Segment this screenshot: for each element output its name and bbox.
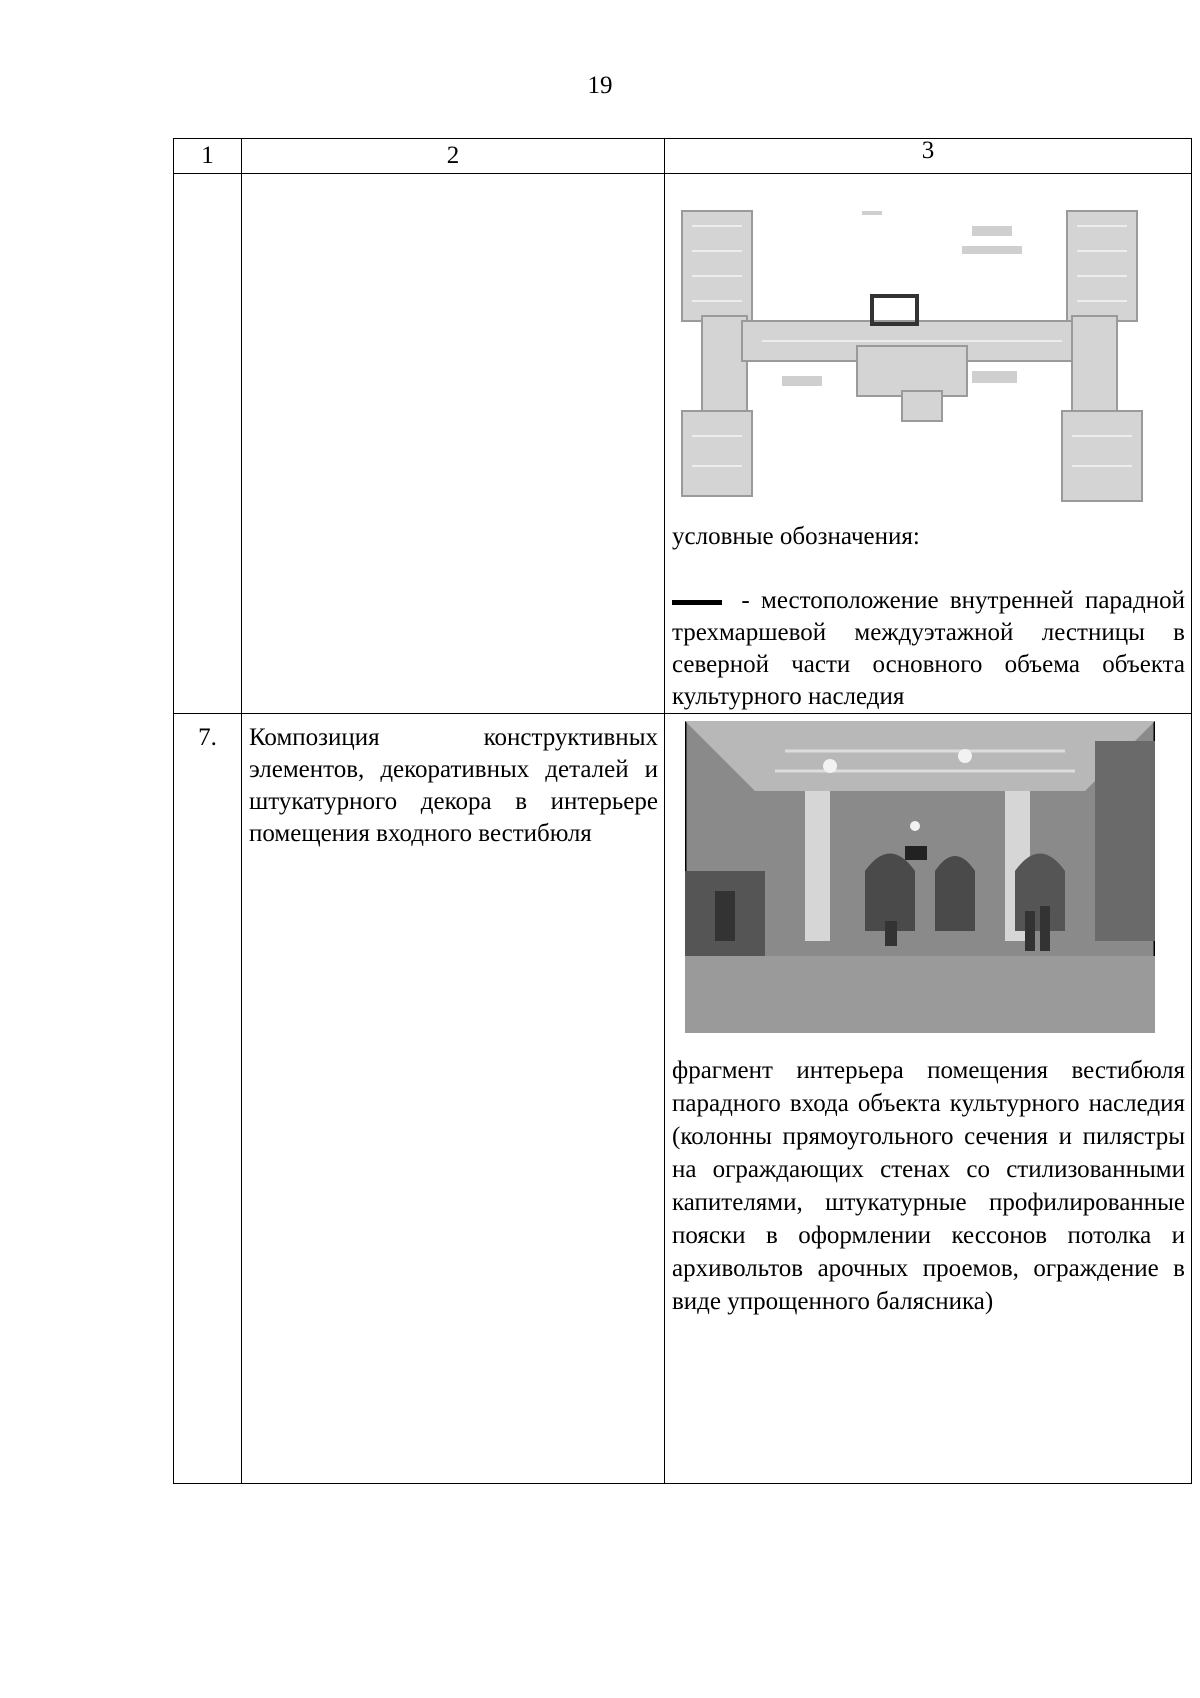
row-6-image-cell: [665, 174, 1192, 714]
header-col-2: 2: [242, 139, 665, 174]
legend-dash: -: [741, 587, 750, 614]
table-row: [174, 714, 1192, 1484]
row-7-description: Композиция конструктивных элементов, декоративных деталей и штукатурного декора в интерьере помещения входного вестибюля: [249, 724, 658, 847]
row-7-number: 7.: [198, 724, 217, 751]
legend-marker-line: [672, 600, 722, 605]
row-7-image-cell: [665, 714, 1192, 1484]
vestibule-photo: [685, 721, 1155, 1033]
legend-title: условные обозначения:: [672, 523, 920, 550]
table-header-row: [174, 139, 1192, 174]
page-number: 19: [587, 72, 613, 99]
legend-body: [665, 553, 1191, 713]
legend-text: местоположение внутренней парадной трехмаршевой междуэтажной лестницы в северной части основного объема объекта культурного наследия: [672, 587, 1186, 710]
row-7-number-cell: [174, 714, 242, 1484]
heritage-table: [173, 138, 1192, 1484]
photo-caption: фрагмент интерьера помещения вестибюля парадного входа объекта культурного наследия (колонны прямоугольного сечения и пилястры на ограждающих стенах со стилизованными капителями, штукатурные профилированные пояски в оформлении кессонов потолка и архивольтов арочных проемов, ограждение в виде упрощенного балясника): [672, 1057, 1185, 1315]
row-6-description-cell: [242, 174, 665, 714]
floor-plan-image: [672, 206, 1152, 506]
row-6-number-cell: [174, 174, 242, 714]
header-col-3: 3: [665, 139, 1192, 174]
header-col-1: 1: [174, 139, 242, 174]
table-row: [174, 174, 1192, 714]
row-7-description-cell: [242, 714, 665, 1484]
